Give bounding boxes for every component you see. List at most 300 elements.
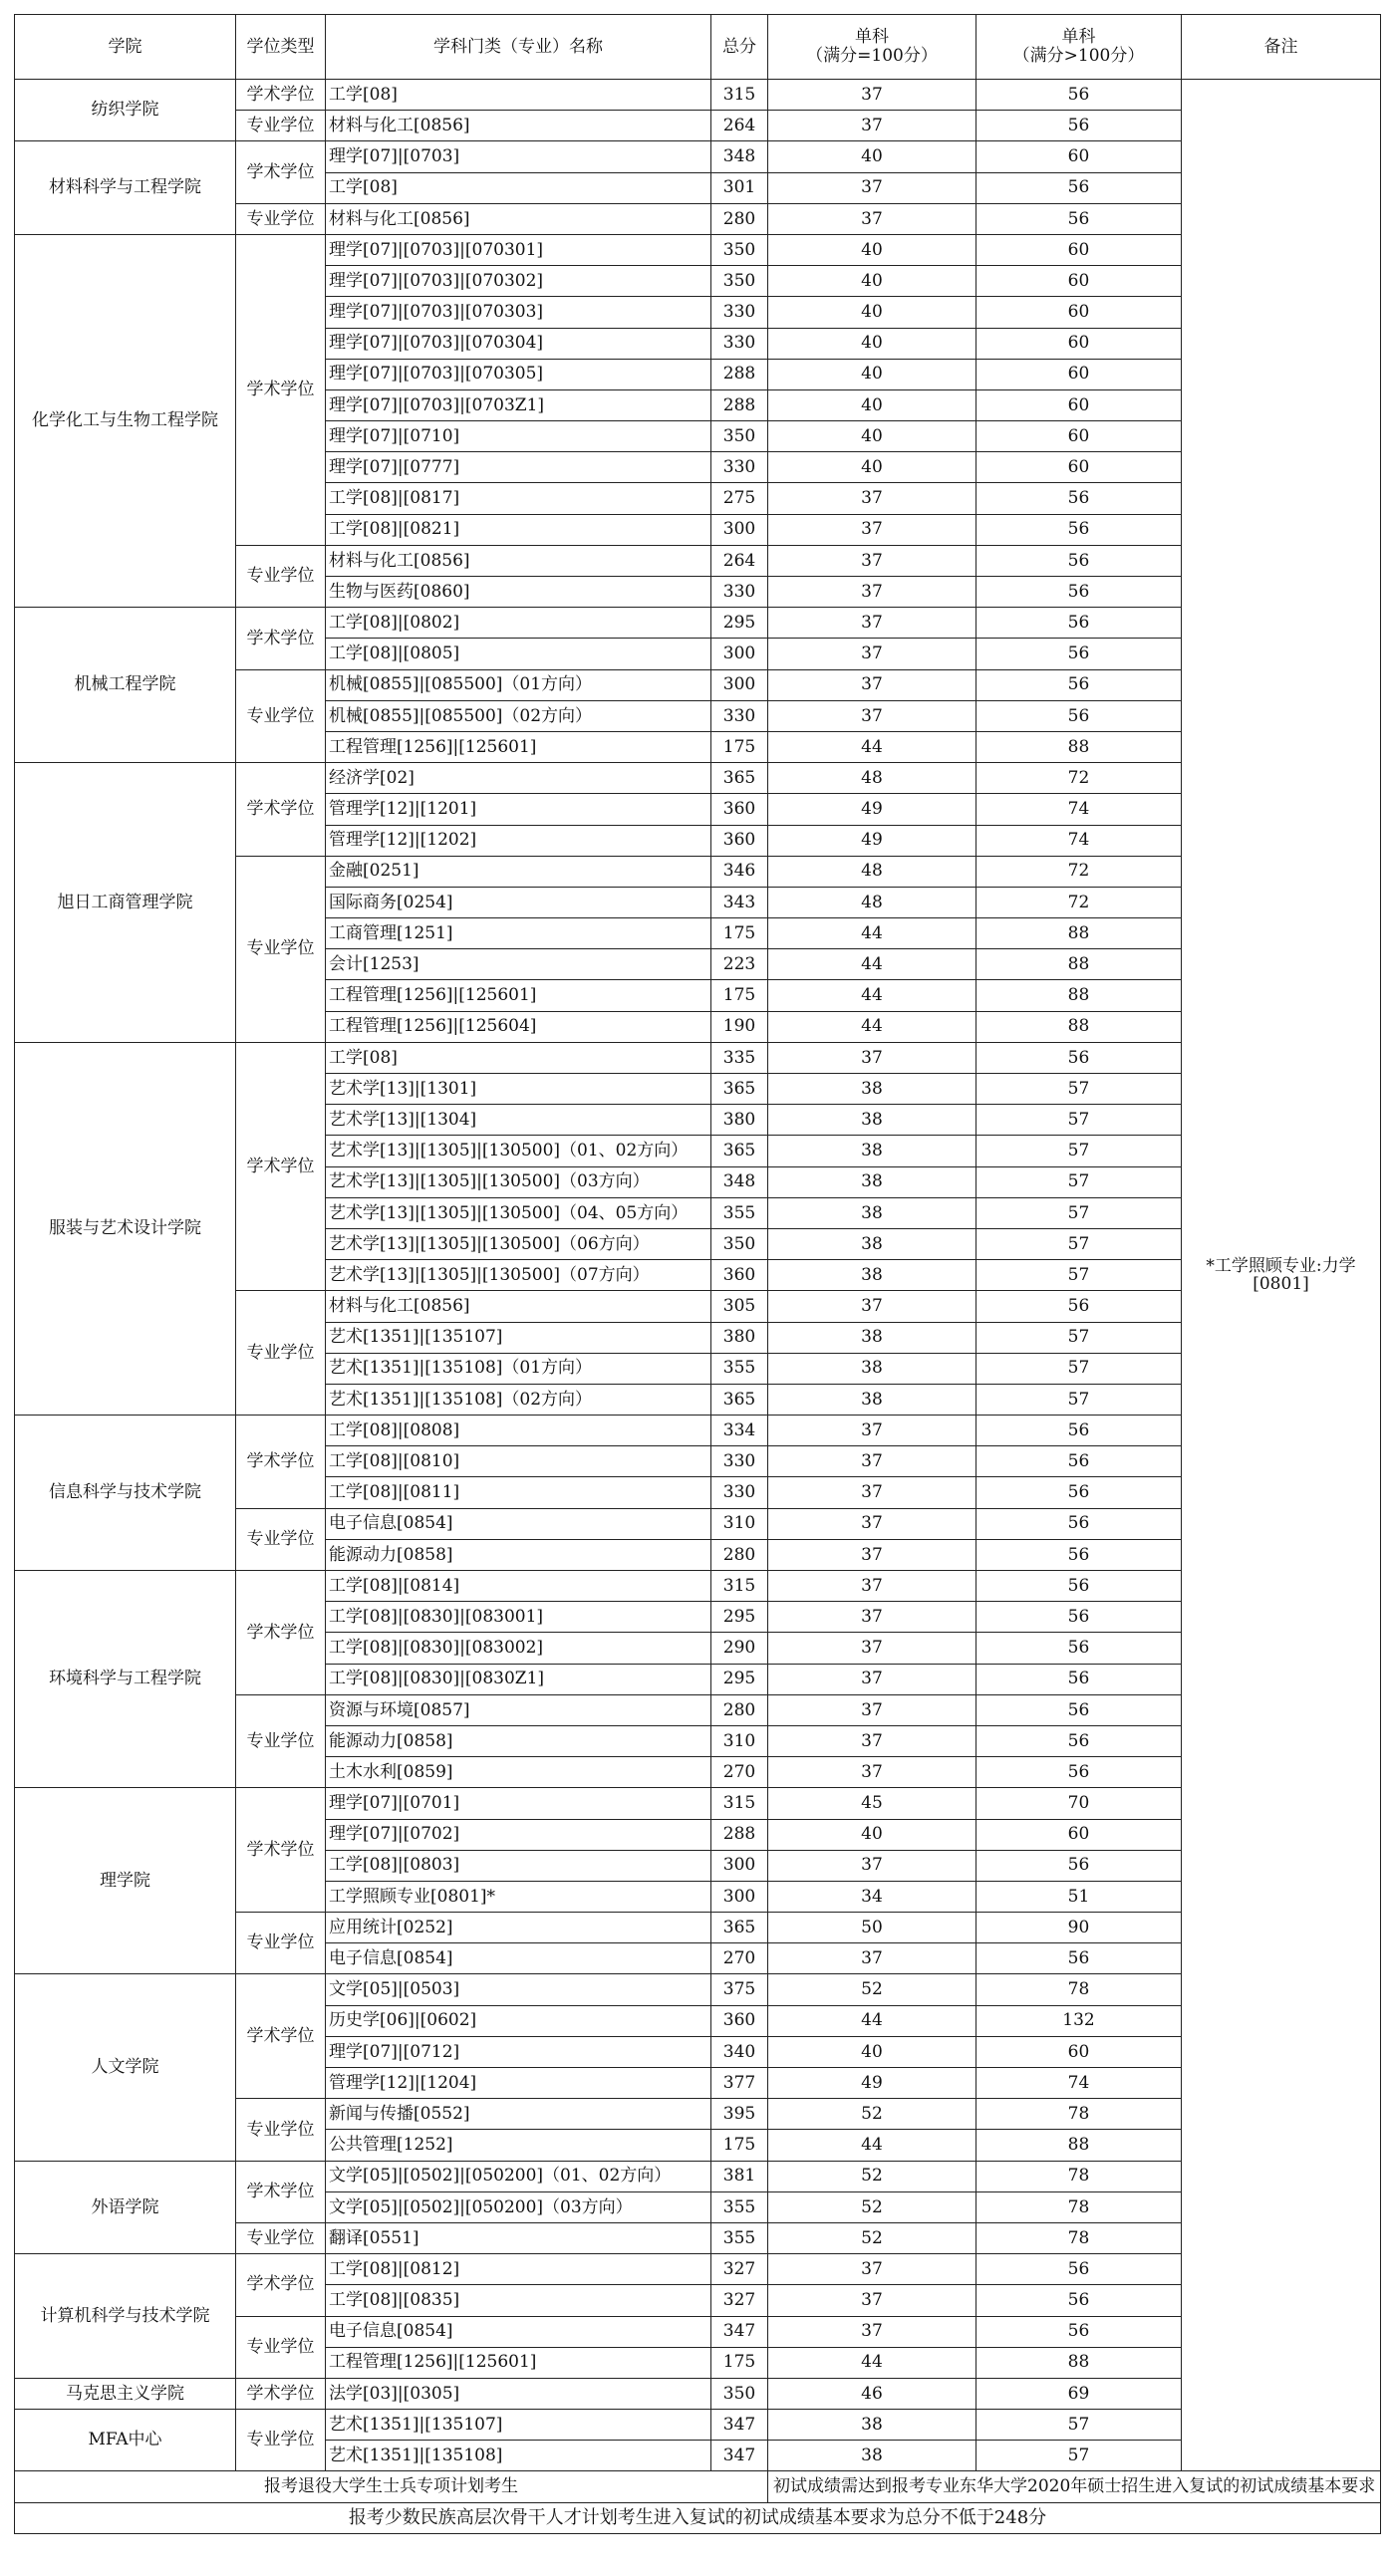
single-100-score: 37 (768, 203, 976, 234)
single-over-100-score: 60 (976, 141, 1182, 172)
discipline-name: 管理学[12]|[1202] (326, 825, 711, 856)
table-row (15, 1974, 1381, 2005)
discipline-name: 工学[08]|[0835] (326, 2285, 711, 2316)
discipline-name: 理学[07]|[0703]|[070304] (326, 328, 711, 359)
discipline-name: 工学[08]|[0814] (326, 1571, 711, 1602)
discipline-name: 文学[05]|[0503] (326, 1974, 711, 2005)
total-score: 350 (711, 421, 768, 452)
discipline-name: 工学[08]|[0830]|[083001] (326, 1602, 711, 1633)
degree-type: 专业学位 (236, 2410, 326, 2471)
single-100-score: 44 (768, 2347, 976, 2378)
single-over-100-score: 56 (976, 2316, 1182, 2347)
total-score: 365 (711, 763, 768, 794)
discipline-name: 历史学[06]|[0602] (326, 2005, 711, 2036)
total-score: 347 (711, 2410, 768, 2441)
discipline-name: 工学[08]|[0811] (326, 1477, 711, 1508)
single-100-score: 37 (768, 1291, 976, 1322)
total-score: 300 (711, 669, 768, 700)
discipline-name: 管理学[12]|[1204] (326, 2068, 711, 2099)
table-row (15, 608, 1381, 639)
total-score: 365 (711, 1136, 768, 1166)
total-score: 315 (711, 80, 768, 111)
single-over-100-score: 57 (976, 1166, 1182, 1197)
discipline-name: 工学[08]|[0817] (326, 483, 711, 514)
single-over-100-score: 56 (976, 1664, 1182, 1694)
degree-type: 专业学位 (236, 1694, 326, 1788)
single-over-100-score: 88 (976, 980, 1182, 1011)
discipline-name: 土木水利[0859] (326, 1757, 711, 1788)
discipline-name: 材料与化工[0856] (326, 111, 711, 141)
single-over-100-score: 88 (976, 949, 1182, 980)
degree-type: 专业学位 (236, 2222, 326, 2253)
single-over-100-score: 78 (976, 2191, 1182, 2222)
single-over-100-score: 56 (976, 1757, 1182, 1788)
single-100-score: 40 (768, 141, 976, 172)
degree-type: 专业学位 (236, 2099, 326, 2161)
single-over-100-score: 51 (976, 1881, 1182, 1912)
single-over-100-score: 60 (976, 328, 1182, 359)
single-over-100-score: 88 (976, 2130, 1182, 2161)
total-score: 275 (711, 483, 768, 514)
total-score: 300 (711, 1881, 768, 1912)
single-over-100-score: 57 (976, 1353, 1182, 1384)
total-score: 264 (711, 545, 768, 576)
discipline-name: 新闻与传播[0552] (326, 2099, 711, 2130)
table-row (15, 2378, 1381, 2409)
single-100-score: 37 (768, 545, 976, 576)
discipline-name: 工程管理[1256]|[125604] (326, 1011, 711, 1042)
total-score: 288 (711, 359, 768, 389)
single-over-100-score: 90 (976, 1913, 1182, 1943)
single-100-score: 38 (768, 1384, 976, 1415)
total-score: 280 (711, 1694, 768, 1725)
single-100-score: 45 (768, 1788, 976, 1819)
single-over-100-score: 78 (976, 1974, 1182, 2005)
discipline-name: 工学[08]|[0803] (326, 1850, 711, 1881)
single-over-100-score: 56 (976, 1850, 1182, 1881)
single-100-score: 44 (768, 731, 976, 762)
minority-requirement: 报考少数民族高层次骨干人才计划考生进入复试的初试成绩基本要求为总分不低于248分 (15, 2502, 1381, 2533)
discipline-name: 工程管理[1256]|[125601] (326, 2347, 711, 2378)
total-score: 175 (711, 2347, 768, 2378)
total-score: 350 (711, 2378, 768, 2409)
discipline-name: 艺术学[13]|[1301] (326, 1074, 711, 1105)
single-100-score: 37 (768, 1850, 976, 1881)
discipline-name: 翻译[0551] (326, 2222, 711, 2253)
single-100-score: 38 (768, 2441, 976, 2471)
single-100-score: 37 (768, 639, 976, 669)
single-over-100-score: 56 (976, 1042, 1182, 1073)
single-100-score: 37 (768, 111, 976, 141)
discipline-name: 工学[08]|[0821] (326, 514, 711, 545)
single-over-100-score: 60 (976, 421, 1182, 452)
degree-type: 学术学位 (236, 80, 326, 111)
table-row (15, 234, 1381, 265)
single-100-score: 40 (768, 452, 976, 483)
single-over-100-score: 57 (976, 1074, 1182, 1105)
single-100-score: 37 (768, 1446, 976, 1477)
single-over-100-score: 56 (976, 1416, 1182, 1446)
total-score: 300 (711, 639, 768, 669)
total-score: 327 (711, 2254, 768, 2285)
college-name: 马克思主义学院 (15, 2378, 236, 2409)
header-total: 总分 (711, 15, 768, 80)
single-over-100-score: 60 (976, 266, 1182, 297)
single-100-score: 37 (768, 1539, 976, 1570)
discipline-name: 工学[08]|[0808] (326, 1416, 711, 1446)
total-score: 355 (711, 2191, 768, 2222)
single-100-score: 37 (768, 1602, 976, 1633)
discipline-name: 艺术学[13]|[1305]|[130500]（07方向） (326, 1260, 711, 1291)
table-row (15, 1571, 1381, 1602)
total-score: 381 (711, 2161, 768, 2191)
single-over-100-score: 74 (976, 2068, 1182, 2099)
single-100-score: 37 (768, 2285, 976, 2316)
single-100-score: 37 (768, 577, 976, 608)
single-100-score: 49 (768, 2068, 976, 2099)
degree-type: 学术学位 (236, 234, 326, 545)
single-100-score: 44 (768, 980, 976, 1011)
minority-row (15, 2502, 1381, 2533)
single-100-score: 37 (768, 1633, 976, 1664)
total-score: 327 (711, 2285, 768, 2316)
discipline-name: 工学[08]|[0805] (326, 639, 711, 669)
discipline-name: 工学[08]|[0802] (326, 608, 711, 639)
total-score: 300 (711, 1850, 768, 1881)
single-over-100-score: 57 (976, 1197, 1182, 1228)
single-over-100-score: 56 (976, 172, 1182, 203)
header-single-100: 单科 （满分=100分） (768, 15, 976, 80)
single-100-score: 48 (768, 887, 976, 917)
total-score: 315 (711, 1788, 768, 1819)
discipline-name: 生物与医药[0860] (326, 577, 711, 608)
total-score: 395 (711, 2099, 768, 2130)
discipline-name: 艺术学[13]|[1305]|[130500]（06方向） (326, 1228, 711, 1259)
single-100-score: 37 (768, 669, 976, 700)
total-score: 346 (711, 856, 768, 887)
discipline-name: 机械[0855]|[085500]（01方向） (326, 669, 711, 700)
single-100-score: 37 (768, 1508, 976, 1539)
single-100-score: 44 (768, 1011, 976, 1042)
total-score: 377 (711, 2068, 768, 2099)
college-name: 材料科学与工程学院 (15, 141, 236, 235)
single-100-score: 37 (768, 483, 976, 514)
discipline-name: 艺术学[13]|[1305]|[130500]（04、05方向） (326, 1197, 711, 1228)
single-over-100-score: 56 (976, 111, 1182, 141)
degree-type: 专业学位 (236, 856, 326, 1042)
degree-type: 学术学位 (236, 1974, 326, 2099)
degree-type: 专业学位 (236, 111, 326, 141)
degree-type: 学术学位 (236, 1416, 326, 1509)
total-score: 330 (711, 1477, 768, 1508)
header-remark: 备注 (1182, 15, 1381, 80)
single-over-100-score: 56 (976, 1477, 1182, 1508)
single-100-score: 44 (768, 918, 976, 949)
single-100-score: 37 (768, 1042, 976, 1073)
college-name: 外语学院 (15, 2161, 236, 2254)
college-name: 人文学院 (15, 1974, 236, 2161)
total-score: 350 (711, 1228, 768, 1259)
total-score: 295 (711, 608, 768, 639)
total-score: 310 (711, 1508, 768, 1539)
single-100-score: 49 (768, 825, 976, 856)
single-100-score: 40 (768, 389, 976, 420)
table-row (15, 1416, 1381, 1446)
single-over-100-score: 56 (976, 577, 1182, 608)
single-over-100-score: 78 (976, 2099, 1182, 2130)
discipline-name: 法学[03]|[0305] (326, 2378, 711, 2409)
single-over-100-score: 57 (976, 1260, 1182, 1291)
discipline-name: 能源动力[0858] (326, 1725, 711, 1756)
discipline-name: 能源动力[0858] (326, 1539, 711, 1570)
single-over-100-score: 74 (976, 794, 1182, 825)
table-row (15, 1788, 1381, 1819)
single-over-100-score: 56 (976, 1943, 1182, 1974)
total-score: 330 (711, 297, 768, 328)
single-100-score: 48 (768, 856, 976, 887)
header-college: 学院 (15, 15, 236, 80)
discipline-name: 工商管理[1251] (326, 918, 711, 949)
single-100-score: 38 (768, 1105, 976, 1136)
single-over-100-score: 56 (976, 545, 1182, 576)
total-score: 360 (711, 2005, 768, 2036)
single-100-score: 37 (768, 1943, 976, 1974)
discipline-name: 材料与化工[0856] (326, 1291, 711, 1322)
total-score: 360 (711, 1260, 768, 1291)
total-score: 365 (711, 1074, 768, 1105)
table-row (15, 141, 1381, 172)
total-score: 310 (711, 1725, 768, 1756)
single-over-100-score: 70 (976, 1788, 1182, 1819)
total-score: 330 (711, 1446, 768, 1477)
single-100-score: 38 (768, 1166, 976, 1197)
single-100-score: 38 (768, 1074, 976, 1105)
single-over-100-score: 57 (976, 1384, 1182, 1415)
single-100-score: 37 (768, 514, 976, 545)
total-score: 330 (711, 700, 768, 731)
single-100-score: 49 (768, 794, 976, 825)
discipline-name: 艺术[1351]|[135108] (326, 2441, 711, 2471)
degree-type: 专业学位 (236, 545, 326, 607)
total-score: 347 (711, 2441, 768, 2471)
total-score: 360 (711, 794, 768, 825)
single-over-100-score: 57 (976, 2441, 1182, 2471)
single-over-100-score: 60 (976, 389, 1182, 420)
total-score: 380 (711, 1105, 768, 1136)
single-100-score: 40 (768, 2036, 976, 2067)
total-score: 305 (711, 1291, 768, 1322)
discipline-name: 理学[07]|[0703]|[070303] (326, 297, 711, 328)
single-over-100-score: 78 (976, 2222, 1182, 2253)
discipline-name: 工学[08]|[0830]|[083002] (326, 1633, 711, 1664)
college-name: 纺织学院 (15, 80, 236, 141)
college-name: 环境科学与工程学院 (15, 1571, 236, 1788)
single-over-100-score: 88 (976, 1011, 1182, 1042)
single-100-score: 37 (768, 172, 976, 203)
total-score: 301 (711, 172, 768, 203)
total-score: 360 (711, 825, 768, 856)
single-100-score: 44 (768, 2130, 976, 2161)
college-name: 机械工程学院 (15, 608, 236, 763)
single-over-100-score: 56 (976, 1602, 1182, 1633)
single-100-score: 37 (768, 700, 976, 731)
discipline-name: 资源与环境[0857] (326, 1694, 711, 1725)
total-score: 270 (711, 1943, 768, 1974)
discipline-name: 文学[05]|[0502]|[050200]（01、02方向） (326, 2161, 711, 2191)
discipline-name: 电子信息[0854] (326, 1943, 711, 1974)
veteran-label: 报考退役大学生士兵专项计划考生 (15, 2471, 768, 2502)
degree-type: 学术学位 (236, 1788, 326, 1913)
discipline-name: 材料与化工[0856] (326, 545, 711, 576)
discipline-name: 工学[08]|[0830]|[0830Z1] (326, 1664, 711, 1694)
total-score: 350 (711, 266, 768, 297)
discipline-name: 工学[08]|[0810] (326, 1446, 711, 1477)
discipline-name: 文学[05]|[0502]|[050200]（03方向） (326, 2191, 711, 2222)
total-score: 330 (711, 328, 768, 359)
single-over-100-score: 57 (976, 1105, 1182, 1136)
discipline-name: 经济学[02] (326, 763, 711, 794)
remark-note: *工学照顾专业:力学[0801] (1182, 80, 1381, 2471)
single-over-100-score: 56 (976, 203, 1182, 234)
single-over-100-score: 56 (976, 1633, 1182, 1664)
discipline-name: 工学[08] (326, 172, 711, 203)
header-row (15, 15, 1381, 80)
single-over-100-score: 56 (976, 80, 1182, 111)
degree-type: 学术学位 (236, 141, 326, 203)
discipline-name: 应用统计[0252] (326, 1913, 711, 1943)
college-name: 化学化工与生物工程学院 (15, 234, 236, 607)
total-score: 288 (711, 389, 768, 420)
discipline-name: 理学[07]|[0703]|[0703Z1] (326, 389, 711, 420)
discipline-name: 艺术学[13]|[1305]|[130500]（03方向） (326, 1166, 711, 1197)
total-score: 264 (711, 111, 768, 141)
discipline-name: 艺术[1351]|[135108]（01方向） (326, 1353, 711, 1384)
discipline-name: 机械[0855]|[085500]（02方向） (326, 700, 711, 731)
single-100-score: 40 (768, 266, 976, 297)
total-score: 365 (711, 1913, 768, 1943)
single-100-score: 37 (768, 1571, 976, 1602)
table-row (15, 2161, 1381, 2191)
single-100-score: 52 (768, 2191, 976, 2222)
discipline-name: 理学[07]|[0710] (326, 421, 711, 452)
total-score: 280 (711, 203, 768, 234)
degree-type: 学术学位 (236, 608, 326, 669)
single-over-100-score: 57 (976, 1136, 1182, 1166)
single-100-score: 38 (768, 1197, 976, 1228)
degree-type: 专业学位 (236, 2316, 326, 2378)
single-over-100-score: 56 (976, 2285, 1182, 2316)
total-score: 300 (711, 514, 768, 545)
table-row (15, 1042, 1381, 1073)
table-row (15, 2254, 1381, 2285)
degree-type: 专业学位 (236, 1913, 326, 1974)
single-100-score: 37 (768, 2316, 976, 2347)
table-body (15, 80, 1381, 2534)
total-score: 295 (711, 1602, 768, 1633)
discipline-name: 工程管理[1256]|[125601] (326, 980, 711, 1011)
total-score: 355 (711, 2222, 768, 2253)
single-100-score: 37 (768, 1757, 976, 1788)
single-100-score: 37 (768, 1416, 976, 1446)
single-over-100-score: 72 (976, 856, 1182, 887)
single-over-100-score: 56 (976, 483, 1182, 514)
discipline-name: 工学[08] (326, 80, 711, 111)
single-over-100-score: 72 (976, 887, 1182, 917)
single-over-100-score: 132 (976, 2005, 1182, 2036)
degree-type: 专业学位 (236, 1291, 326, 1416)
total-score: 270 (711, 1757, 768, 1788)
degree-type: 学术学位 (236, 2161, 326, 2222)
single-100-score: 37 (768, 1477, 976, 1508)
discipline-name: 艺术[1351]|[135108]（02方向） (326, 1384, 711, 1415)
total-score: 347 (711, 2316, 768, 2347)
single-over-100-score: 56 (976, 1725, 1182, 1756)
single-100-score: 37 (768, 1694, 976, 1725)
discipline-name: 理学[07]|[0703]|[070305] (326, 359, 711, 389)
single-over-100-score: 56 (976, 1694, 1182, 1725)
total-score: 365 (711, 1384, 768, 1415)
single-100-score: 48 (768, 763, 976, 794)
single-over-100-score: 88 (976, 731, 1182, 762)
single-100-score: 40 (768, 328, 976, 359)
header-single-over-100: 单科 （满分>100分） (976, 15, 1182, 80)
veteran-row (15, 2471, 1381, 2502)
total-score: 280 (711, 1539, 768, 1570)
discipline-name: 工学[08]|[0812] (326, 2254, 711, 2285)
total-score: 334 (711, 1416, 768, 1446)
total-score: 335 (711, 1042, 768, 1073)
college-name: 服装与艺术设计学院 (15, 1042, 236, 1415)
single-100-score: 40 (768, 297, 976, 328)
single-over-100-score: 74 (976, 825, 1182, 856)
total-score: 175 (711, 2130, 768, 2161)
discipline-name: 艺术学[13]|[1304] (326, 1105, 711, 1136)
total-score: 340 (711, 2036, 768, 2067)
total-score: 315 (711, 1571, 768, 1602)
single-100-score: 40 (768, 1819, 976, 1850)
total-score: 348 (711, 141, 768, 172)
total-score: 175 (711, 980, 768, 1011)
discipline-name: 电子信息[0854] (326, 2316, 711, 2347)
single-over-100-score: 69 (976, 2378, 1182, 2409)
discipline-name: 材料与化工[0856] (326, 203, 711, 234)
single-100-score: 52 (768, 2161, 976, 2191)
single-over-100-score: 60 (976, 452, 1182, 483)
single-100-score: 52 (768, 1974, 976, 2005)
total-score: 190 (711, 1011, 768, 1042)
degree-type: 学术学位 (236, 1571, 326, 1695)
single-100-score: 37 (768, 1664, 976, 1694)
discipline-name: 理学[07]|[0777] (326, 452, 711, 483)
discipline-name: 理学[07]|[0703]|[070301] (326, 234, 711, 265)
single-over-100-score: 56 (976, 1539, 1182, 1570)
discipline-name: 艺术[1351]|[135107] (326, 1322, 711, 1353)
discipline-name: 理学[07]|[0703] (326, 141, 711, 172)
degree-type: 学术学位 (236, 2254, 326, 2316)
single-over-100-score: 56 (976, 1291, 1182, 1322)
discipline-name: 理学[07]|[0702] (326, 1819, 711, 1850)
total-score: 295 (711, 1664, 768, 1694)
total-score: 175 (711, 918, 768, 949)
single-over-100-score: 60 (976, 234, 1182, 265)
single-over-100-score: 56 (976, 608, 1182, 639)
single-100-score: 44 (768, 2005, 976, 2036)
degree-type: 学术学位 (236, 2378, 326, 2409)
header-discipline: 学科门类（专业）名称 (326, 15, 711, 80)
discipline-name: 理学[07]|[0701] (326, 1788, 711, 1819)
single-over-100-score: 88 (976, 918, 1182, 949)
single-over-100-score: 57 (976, 1228, 1182, 1259)
